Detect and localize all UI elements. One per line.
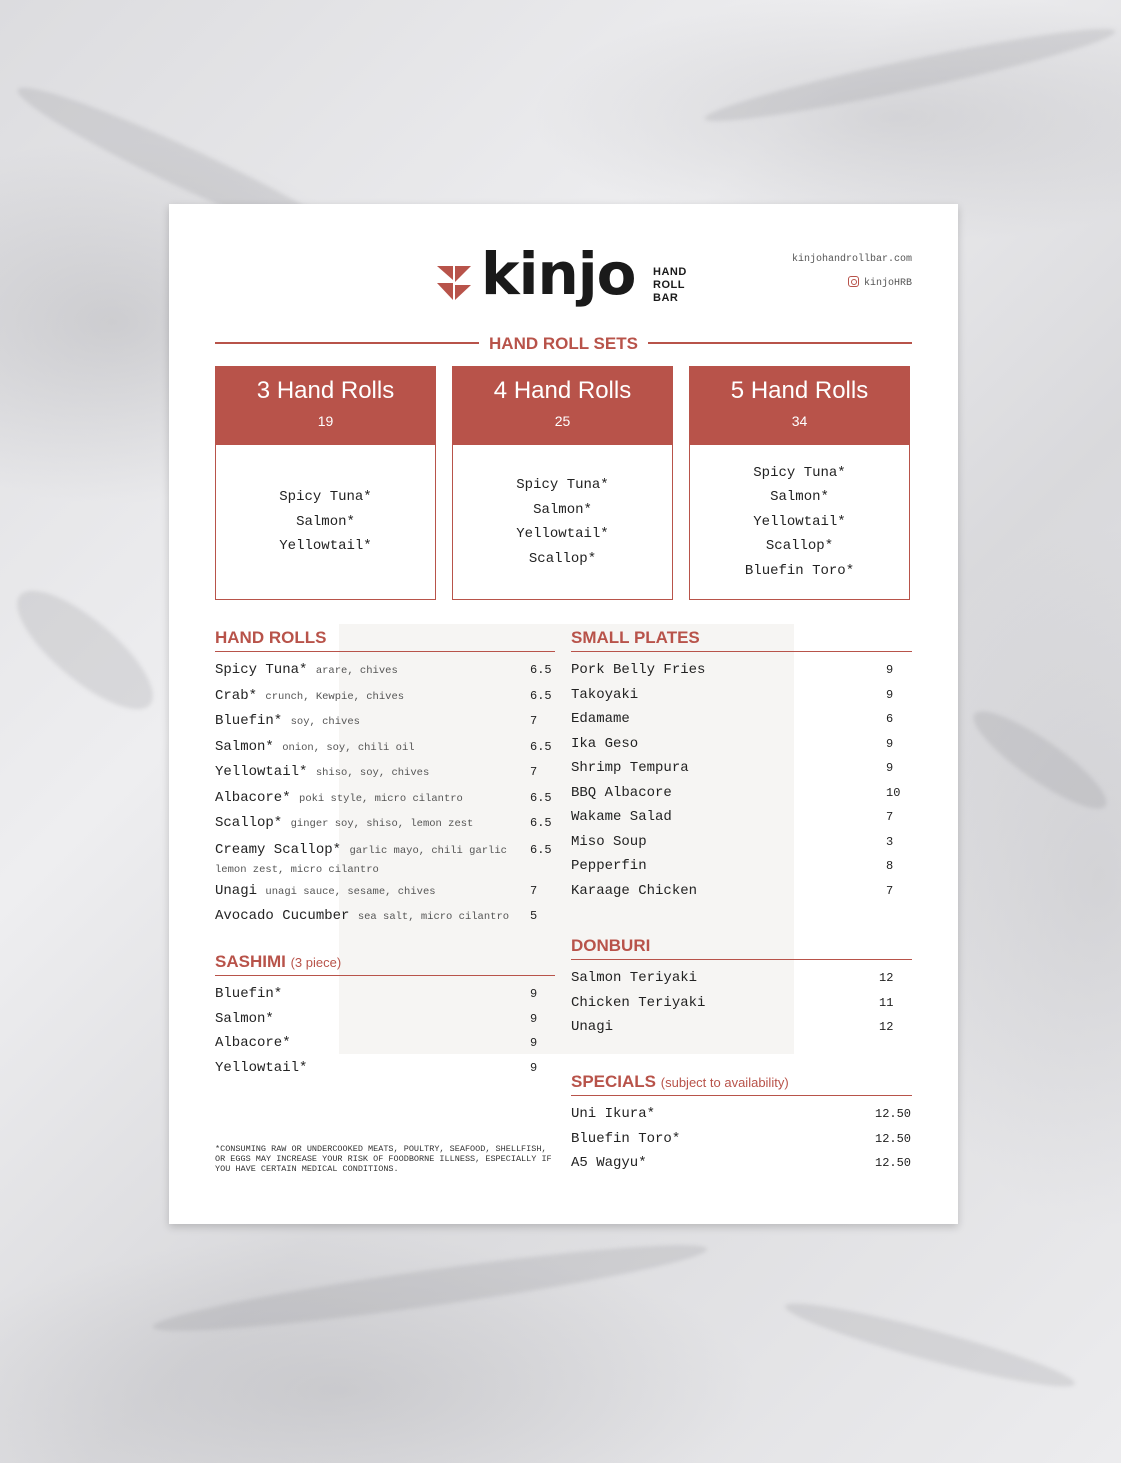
- item-price: 12.50: [875, 1156, 912, 1170]
- item-name: Chicken Teriyaki: [571, 994, 706, 1011]
- specials-section: [571, 1072, 912, 1176]
- menu-item: [215, 786, 555, 812]
- item-desc: ginger soy, shiso, lemon zest: [290, 818, 474, 830]
- set-item: Spicy Tuna*: [516, 477, 609, 493]
- item-price: 9: [886, 736, 894, 751]
- menu-item: [215, 879, 555, 905]
- item-name: Takoyaki: [571, 686, 639, 703]
- set-title: 3 Hand Rolls: [256, 377, 395, 404]
- set-item: Spicy Tuna*: [753, 464, 846, 481]
- set-price: 34: [791, 413, 808, 429]
- item-name: Albacore*: [215, 1035, 291, 1051]
- item-desc: poki style, micro cilantro: [299, 792, 463, 805]
- item-name: Crab*: [215, 687, 258, 704]
- item-name: Salmon*: [215, 738, 274, 755]
- item-name: Karaage Chicken: [571, 882, 698, 899]
- sashimi-section: [215, 952, 555, 1080]
- menu-item: [215, 811, 555, 837]
- item-name: Bluefin Toro*: [571, 1130, 681, 1147]
- item-name: Yellowtail*: [215, 764, 308, 780]
- item-name: Unagi: [571, 1019, 614, 1035]
- menu-item: [571, 991, 912, 1016]
- item-price: 5: [530, 909, 538, 923]
- website[interactable]: kinjohandrollbar.com: [791, 254, 912, 265]
- menu-item: [571, 966, 912, 991]
- item-price: 6.5: [530, 663, 552, 677]
- menu-item: [215, 837, 555, 879]
- sashimi-title: SASHIMI (3 piece): [215, 952, 555, 976]
- item-price: 9: [530, 987, 538, 1001]
- item-price: 7: [886, 810, 894, 824]
- item-desc: unagi sauce, sesame, chives: [265, 885, 436, 898]
- item-price: 9: [886, 663, 894, 677]
- menu-item: [571, 1127, 912, 1152]
- item-price: 9: [530, 1011, 538, 1026]
- item-name: Uni Ikura*: [571, 1106, 656, 1122]
- item-price: 12.50: [875, 1107, 912, 1121]
- item-price: 3: [886, 834, 894, 849]
- menu-item: [571, 732, 912, 757]
- menu-item: [571, 805, 912, 830]
- item-price: 12: [879, 1020, 894, 1034]
- set-item: Salmon*: [296, 513, 355, 530]
- item-price: 11: [879, 995, 894, 1010]
- menu-item: [571, 707, 912, 732]
- item-name: Yellowtail*: [215, 1059, 308, 1076]
- item-price: 6.5: [530, 739, 552, 754]
- item-name: Miso Soup: [571, 833, 647, 850]
- specials-title: SPECIALS (subject to availability): [571, 1072, 912, 1096]
- menu-item: [215, 735, 555, 761]
- item-price: 6.5: [530, 816, 552, 830]
- item-name: Bluefin*: [215, 986, 283, 1002]
- item-name: Albacore*: [215, 789, 291, 806]
- item-name: Salmon Teriyaki: [571, 970, 698, 986]
- item-name: Wakame Salad: [571, 809, 672, 825]
- set-item: Scallop*: [765, 538, 834, 555]
- item-price: 6.5: [530, 790, 552, 805]
- item-desc: sea salt, micro cilantro: [357, 911, 510, 923]
- set-item: Bluefin Toro*: [744, 562, 855, 579]
- item-price: 7: [530, 765, 538, 779]
- item-desc: garlic mayo, chili garlic lemon zest, micro cilantro: [215, 844, 507, 876]
- contact-info: [792, 248, 912, 296]
- item-name: Pepperfin: [571, 858, 647, 874]
- small-plates-section: [571, 628, 912, 903]
- item-name: Creamy Scallop*: [215, 841, 342, 858]
- menu-item: [571, 1015, 912, 1040]
- item-name: Ika Geso: [571, 735, 639, 752]
- set-header: [690, 367, 909, 445]
- menu-item: [571, 1151, 912, 1176]
- set-card: [452, 366, 673, 600]
- menu-item: [571, 854, 912, 879]
- set-card: [215, 366, 436, 600]
- menu-item: [215, 1031, 555, 1056]
- item-name: Salmon*: [215, 1010, 274, 1027]
- hand-rolls-section: [215, 628, 555, 930]
- logo-subtitle: HAND ROLL BAR: [653, 266, 687, 304]
- hand-rolls-title: HAND ROLLS: [215, 628, 555, 652]
- set-item: Spicy Tuna*: [279, 489, 372, 506]
- item-name: Pork Belly Fries: [571, 662, 706, 678]
- item-price: 12.50: [875, 1131, 912, 1146]
- item-price: 6: [886, 712, 894, 726]
- donburi-section: [571, 936, 912, 1040]
- item-name: Bluefin*: [215, 713, 283, 729]
- set-item: Yellowtail*: [279, 538, 372, 555]
- set-items: [690, 445, 909, 599]
- set-items: [453, 445, 672, 599]
- item-desc: onion, soy, chili oil: [282, 741, 415, 754]
- set-item: Salmon*: [770, 489, 829, 506]
- menu-item: [571, 781, 912, 806]
- item-price: 6.5: [530, 688, 552, 703]
- sets-title: HAND ROLL SETS: [169, 334, 958, 354]
- menu-item: [571, 1102, 912, 1127]
- set-item: Salmon*: [533, 501, 592, 518]
- item-price: 12: [879, 971, 894, 985]
- item-price: 8: [886, 859, 894, 873]
- menu-item: [215, 982, 555, 1007]
- set-header: [216, 367, 435, 445]
- item-desc: crunch, Kewpie, chives: [265, 690, 405, 703]
- item-price: 10: [886, 785, 901, 800]
- small-plates-title: SMALL PLATES: [571, 628, 912, 652]
- menu-item: [215, 904, 555, 930]
- item-price: 7: [886, 883, 894, 898]
- menu-item: [215, 1007, 555, 1032]
- item-name: Scallop*: [215, 815, 283, 831]
- set-item: Yellowtail*: [516, 526, 609, 542]
- item-price: 9: [530, 1060, 538, 1075]
- instagram-icon: [848, 276, 859, 287]
- instagram-handle[interactable]: kinjoHRB: [792, 272, 912, 296]
- menu-item: [571, 879, 912, 904]
- set-item: Yellowtail*: [753, 513, 846, 530]
- set-title: 5 Hand Rolls: [730, 377, 869, 404]
- set-title: 4 Hand Rolls: [493, 377, 632, 404]
- item-name: Edamame: [571, 711, 630, 727]
- logo-wordmark: kinjo: [481, 240, 636, 308]
- menu-item: [215, 658, 555, 684]
- menu-item: [571, 830, 912, 855]
- item-name: A5 Wagyu*: [571, 1155, 647, 1171]
- set-card: [689, 366, 910, 600]
- item-price: 7: [530, 714, 538, 728]
- item-name: Shrimp Tempura: [571, 760, 689, 776]
- item-desc: shiso, soy, chives: [315, 767, 430, 779]
- item-price: 9: [530, 1036, 538, 1050]
- disclaimer: *CONSUMING RAW OR UNDERCOOKED MEATS, POULTRY, SEAFOOD, SHELLFISH, OR EGGS MAY INCREASE YOUR RISK OF FOODBORNE ILLNESS, ESPECIALLY IF YOU HAVE CERTAIN MEDICAL CONDITIONS.: [215, 1144, 552, 1174]
- item-name: BBQ Albacore: [571, 784, 672, 801]
- menu-item: [215, 684, 555, 710]
- menu-item: [571, 683, 912, 708]
- set-item: Scallop*: [528, 550, 597, 567]
- item-name: Spicy Tuna*: [215, 662, 308, 678]
- menu-item: [571, 658, 912, 683]
- item-name: Avocado Cucumber: [215, 908, 350, 924]
- kinjo-mark-icon: [437, 266, 473, 302]
- item-price: 7: [530, 883, 538, 898]
- set-price: 25: [554, 413, 571, 429]
- item-name: Unagi: [215, 882, 258, 899]
- item-desc: arare, chives: [315, 665, 398, 677]
- donburi-title: DONBURI: [571, 936, 912, 960]
- set-header: [453, 367, 672, 445]
- set-price: 19: [317, 413, 334, 429]
- item-price: 9: [886, 687, 894, 702]
- item-desc: soy, chives: [290, 716, 360, 728]
- menu-paper: [169, 204, 958, 1224]
- menu-item: [215, 760, 555, 786]
- menu-item: [215, 1056, 555, 1081]
- item-price: 6.5: [530, 842, 552, 857]
- item-price: 9: [886, 761, 894, 775]
- menu-item: [571, 756, 912, 781]
- menu-item: [215, 709, 555, 735]
- set-items: [216, 445, 435, 599]
